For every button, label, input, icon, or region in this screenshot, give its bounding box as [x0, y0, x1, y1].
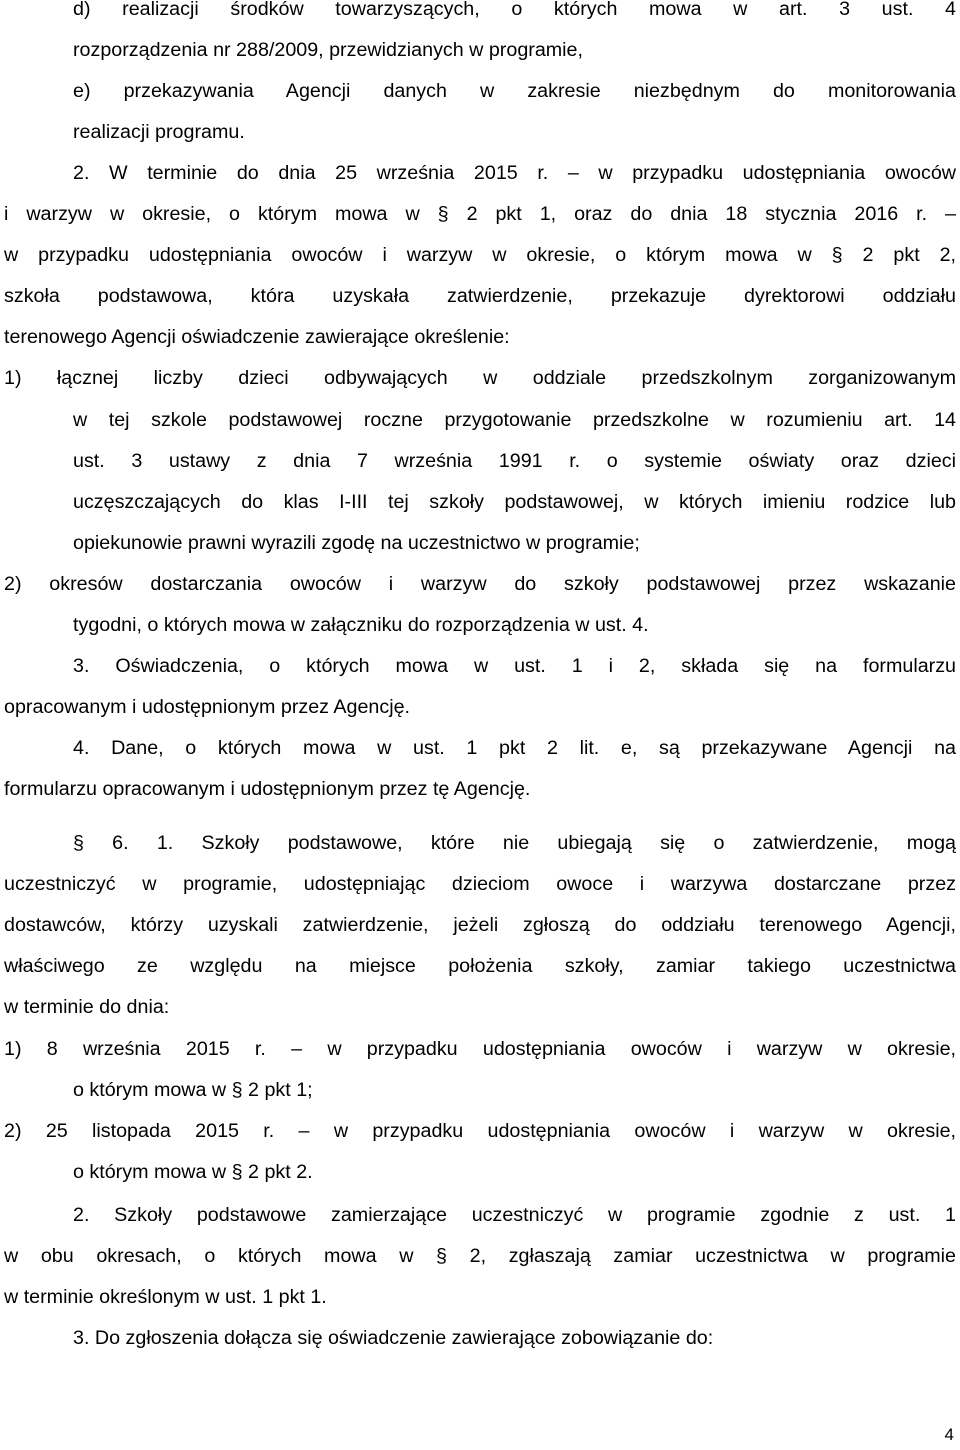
text-line: w obu okresach, o których mowa w § 2, zgłaszają zamiar uczestnictwa w programie: [4, 1245, 956, 1267]
text-line: uczestniczyć w programie, udostępniając dzieciom owoce i warzywa dostarczane przez: [4, 873, 956, 895]
text-line: o którym mowa w § 2 pkt 2.: [73, 1161, 313, 1183]
text-line: 4. Dane, o których mowa w ust. 1 pkt 2 lit. e, są przekazywane Agencji na: [73, 737, 956, 759]
text-line: w terminie do dnia:: [4, 996, 170, 1018]
text-line: 2) 25 listopada 2015 r. – w przypadku udostępniania owoców i warzyw w okresie,: [4, 1120, 956, 1142]
text-line: terenowego Agencji oświadczenie zawierające określenie:: [4, 326, 510, 348]
text-line: właściwego ze względu na miejsce położenia szkoły, zamiar takiego uczestnictwa: [4, 955, 956, 977]
text-line: ust. 3 ustawy z dnia 7 września 1991 r. o systemie oświaty oraz dzieci: [73, 450, 956, 472]
text-line: 2. W terminie do dnia 25 września 2015 r. – w przypadku udostępniania owoców: [73, 162, 956, 184]
text-line: w terminie określonym w ust. 1 pkt 1.: [4, 1286, 327, 1308]
text-line: w przypadku udostępniania owoców i warzyw w okresie, o którym mowa w § 2 pkt 2,: [4, 244, 956, 266]
text-line: § 6. 1. Szkoły podstawowe, które nie ubiegają się o zatwierdzenie, mogą: [73, 832, 956, 854]
text-line: e) przekazywania Agencji danych w zakresie niezbędnym do monitorowania: [73, 80, 956, 102]
text-line: 1) 8 września 2015 r. – w przypadku udostępniania owoców i warzyw w okresie,: [4, 1038, 956, 1060]
text-line: formularzu opracowanym i udostępnionym przez tę Agencję.: [4, 778, 531, 800]
text-line: 1) łącznej liczby dzieci odbywających w oddziale przedszkolnym zorganizowanym: [4, 367, 956, 389]
text-line: realizacji programu.: [73, 121, 245, 143]
text-line: 2) okresów dostarczania owoców i warzyw do szkoły podstawowej przez wskazanie: [4, 573, 956, 595]
text-line: o którym mowa w § 2 pkt 1;: [73, 1079, 313, 1101]
page-number: 4: [944, 1425, 954, 1444]
text-line: d) realizacji środków towarzyszących, o których mowa w art. 3 ust. 4: [73, 0, 956, 20]
text-line: i warzyw w okresie, o którym mowa w § 2 pkt 1, oraz do dnia 18 stycznia 2016 r. –: [4, 203, 956, 225]
text-line: uczęszczających do klas I-III tej szkoły podstawowej, w których imieniu rodzice lub: [73, 491, 956, 513]
text-line: 3. Oświadczenia, o których mowa w ust. 1 i 2, składa się na formularzu: [73, 655, 956, 677]
text-line: opiekunowie prawni wyrazili zgodę na uczestnictwo w programie;: [73, 532, 640, 554]
text-line: 2. Szkoły podstawowe zamierzające uczestniczyć w programie zgodnie z ust. 1: [73, 1204, 956, 1226]
text-line: 3. Do zgłoszenia dołącza się oświadczenie zawierające zobowiązanie do:: [73, 1327, 714, 1349]
text-line: tygodni, o których mowa w załączniku do rozporządzenia w ust. 4.: [73, 614, 649, 636]
text-line: rozporządzenia nr 288/2009, przewidzianych w programie,: [73, 39, 583, 61]
text-line: szkoła podstawowa, która uzyskała zatwierdzenie, przekazuje dyrektorowi oddziału: [4, 285, 956, 307]
text-line: w tej szkole podstawowej roczne przygotowanie przedszkolne w rozumieniu art. 14: [73, 409, 956, 431]
text-line: dostawców, którzy uzyskali zatwierdzenie, jeżeli zgłoszą do oddziału terenowego Agencji,: [4, 914, 956, 936]
text-line: opracowanym i udostępnionym przez Agencję.: [4, 696, 411, 718]
